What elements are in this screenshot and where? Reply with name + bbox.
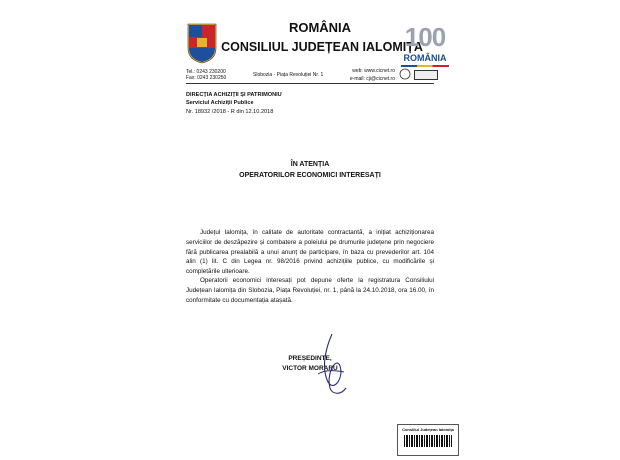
registry-stamp xyxy=(397,424,459,456)
email-text: e-mail: cji@cicnet.ro xyxy=(349,76,395,82)
centenary-number: 100 xyxy=(404,22,446,52)
service-name: Serviciul Achiziții Publice xyxy=(186,100,254,106)
stamp-label: Consiliul Județean Ialomița xyxy=(402,427,454,432)
paragraph-1: Județul Ialomița, în calitate de autoritate contractantă, a inițiat achiziționarea serviciilor de deszăpezire și combatere a poleiului pe drumurile județene prin negociere fără publicarea prealabilă a unui anunț de participare, în baza cu prevederilor art. 104 alin (1) lit. C din Legea nr. 98/2016 privind achizițiile publice, cu modificările și completările ulterioare. xyxy=(186,229,434,275)
paragraph-2: Operatorii economici interesați pot depune oferte la registratura Consiliului Județean Ialomița din Slobozia, Piața Revoluției, nr. 1, până la 24.10.2018, ora 16.00, în conformitate cu documentația atașată. xyxy=(186,277,434,304)
country-title: ROMÂNIA xyxy=(288,20,352,35)
certification-badge xyxy=(414,70,438,80)
address-text: Slobozia - Piața Revoluției Nr. 1 xyxy=(253,72,324,78)
notice-title: ÎN ATENȚIA xyxy=(290,161,330,168)
council-title: CONSILIUL JUDEȚEAN IALOMIȚA xyxy=(221,40,423,54)
barcode xyxy=(404,435,452,447)
signature-mark xyxy=(300,330,360,400)
web-text: web: www.cicnet.ro xyxy=(352,68,395,74)
centenary-label: ROMÂNIA xyxy=(403,53,447,63)
signatory-name: VICTOR MORARU xyxy=(282,365,338,372)
signatory-role: PREȘEDINTE, xyxy=(288,355,332,362)
registration-number: Nr. 18932 /2018 - R din 12.10.2018 xyxy=(186,109,274,115)
tel-text: Tel.: 0243 230200 xyxy=(186,69,226,75)
header-divider xyxy=(186,83,434,84)
fax-text: Fax: 0243 230250 xyxy=(186,75,227,81)
iso-icon xyxy=(399,68,411,80)
department-name: DIRECȚIA ACHIZIȚII ȘI PATRIMONIU xyxy=(186,92,282,98)
notice-subtitle: OPERATORILOR ECONOMICI INTERESAȚI xyxy=(239,172,381,179)
